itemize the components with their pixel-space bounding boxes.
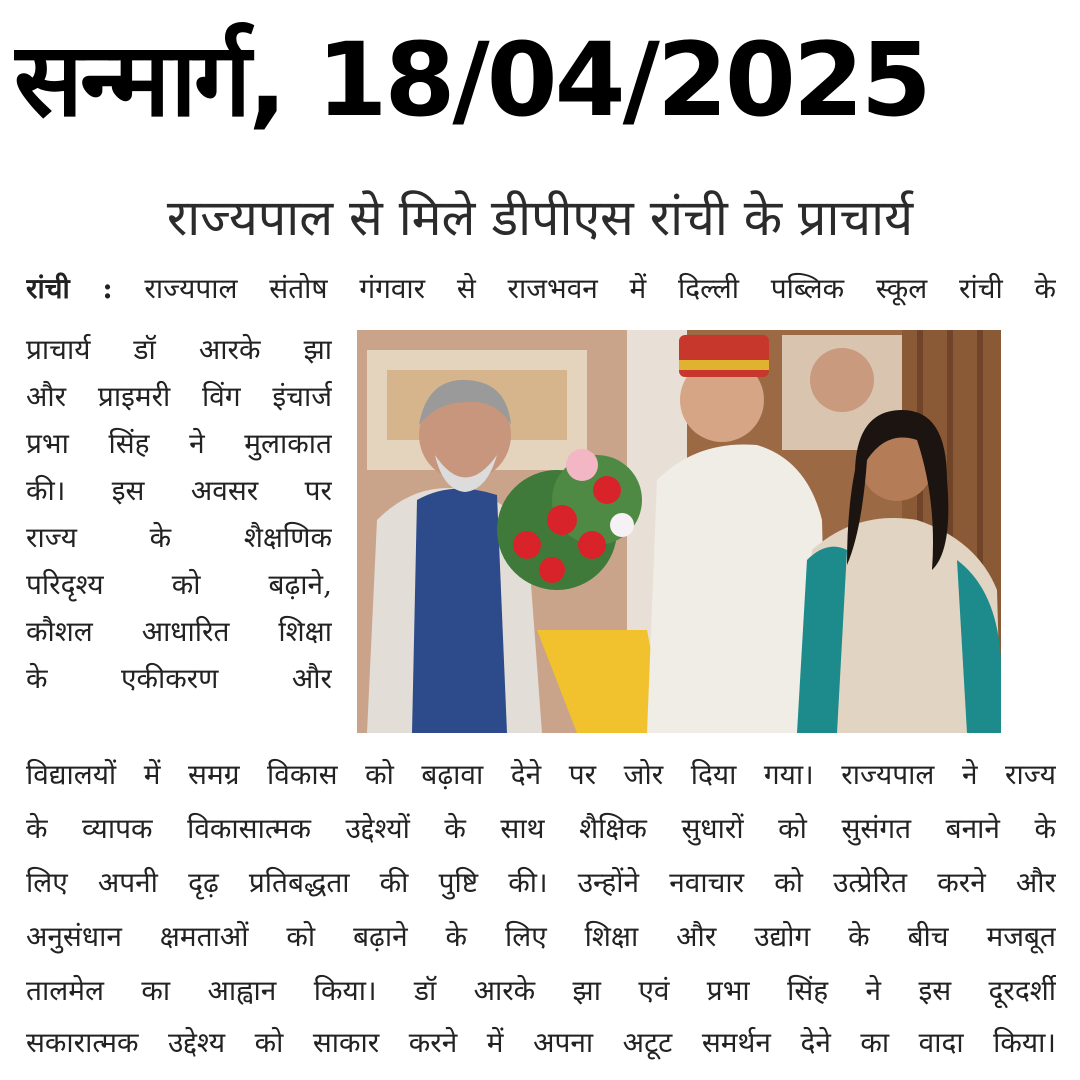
article-first-line xyxy=(26,266,1056,312)
article-headline: राज्यपाल से मिले डीपीएस रांची के प्राचार्य xyxy=(166,189,914,247)
article-full-line: सकारात्मक उद्देश्य को साकार करने में अपना अटूट समर्थन देने का वादा किया। xyxy=(26,1026,1056,1059)
masthead-title: सन्मार्ग, 18/04/2025 xyxy=(14,21,929,140)
article-narrow-line: परिदृश्य को बढ़ाने, xyxy=(26,568,332,601)
article-narrow-line: के एकीकरण और xyxy=(26,662,332,695)
article-narrow-line: कौशल आधारित शिक्षा xyxy=(26,615,332,648)
article-full-line: तालमेल का आह्वान किया। डॉ आरके झा एवं प्रभा सिंह ने इस दूरदर्शी xyxy=(26,974,1056,1007)
article-full-line: विद्यालयों में समग्र विकास को बढ़ावा देने पर जोर दिया गया। राज्यपाल ने राज्य xyxy=(26,758,1056,791)
article-dateline: रांची : xyxy=(26,272,113,305)
article-narrow-line: प्रभा सिंह ने मुलाकात xyxy=(26,427,332,460)
article-narrow-line: राज्य के शैक्षणिक xyxy=(26,521,332,554)
article-narrow-line: प्राचार्य डॉ आरके झा xyxy=(26,333,332,366)
article-narrow-line: और प्राइमरी विंग इंचार्ज xyxy=(26,380,332,413)
meeting-photo xyxy=(357,330,1001,733)
article-narrow-line: की। इस अवसर पर xyxy=(26,474,332,507)
article-first-line-text: राज्यपाल संतोष गंगवार से राजभवन में दिल्ली पब्लिक स्कूल रांची के xyxy=(112,272,1056,305)
meeting-photo-icon xyxy=(357,330,1001,733)
article-full-line: के व्यापक विकासात्मक उद्देश्यों के साथ शैक्षिक सुधारों को सुसंगत बनाने के xyxy=(26,812,1056,845)
article-full-line: अनुसंधान क्षमताओं को बढ़ाने के लिए शिक्षा और उद्योग के बीच मजबूत xyxy=(26,920,1056,953)
article-full-line: लिए अपनी दृढ़ प्रतिबद्धता की पुष्टि की। उन्होंने नवाचार को उत्प्रेरित करने और xyxy=(26,866,1056,899)
